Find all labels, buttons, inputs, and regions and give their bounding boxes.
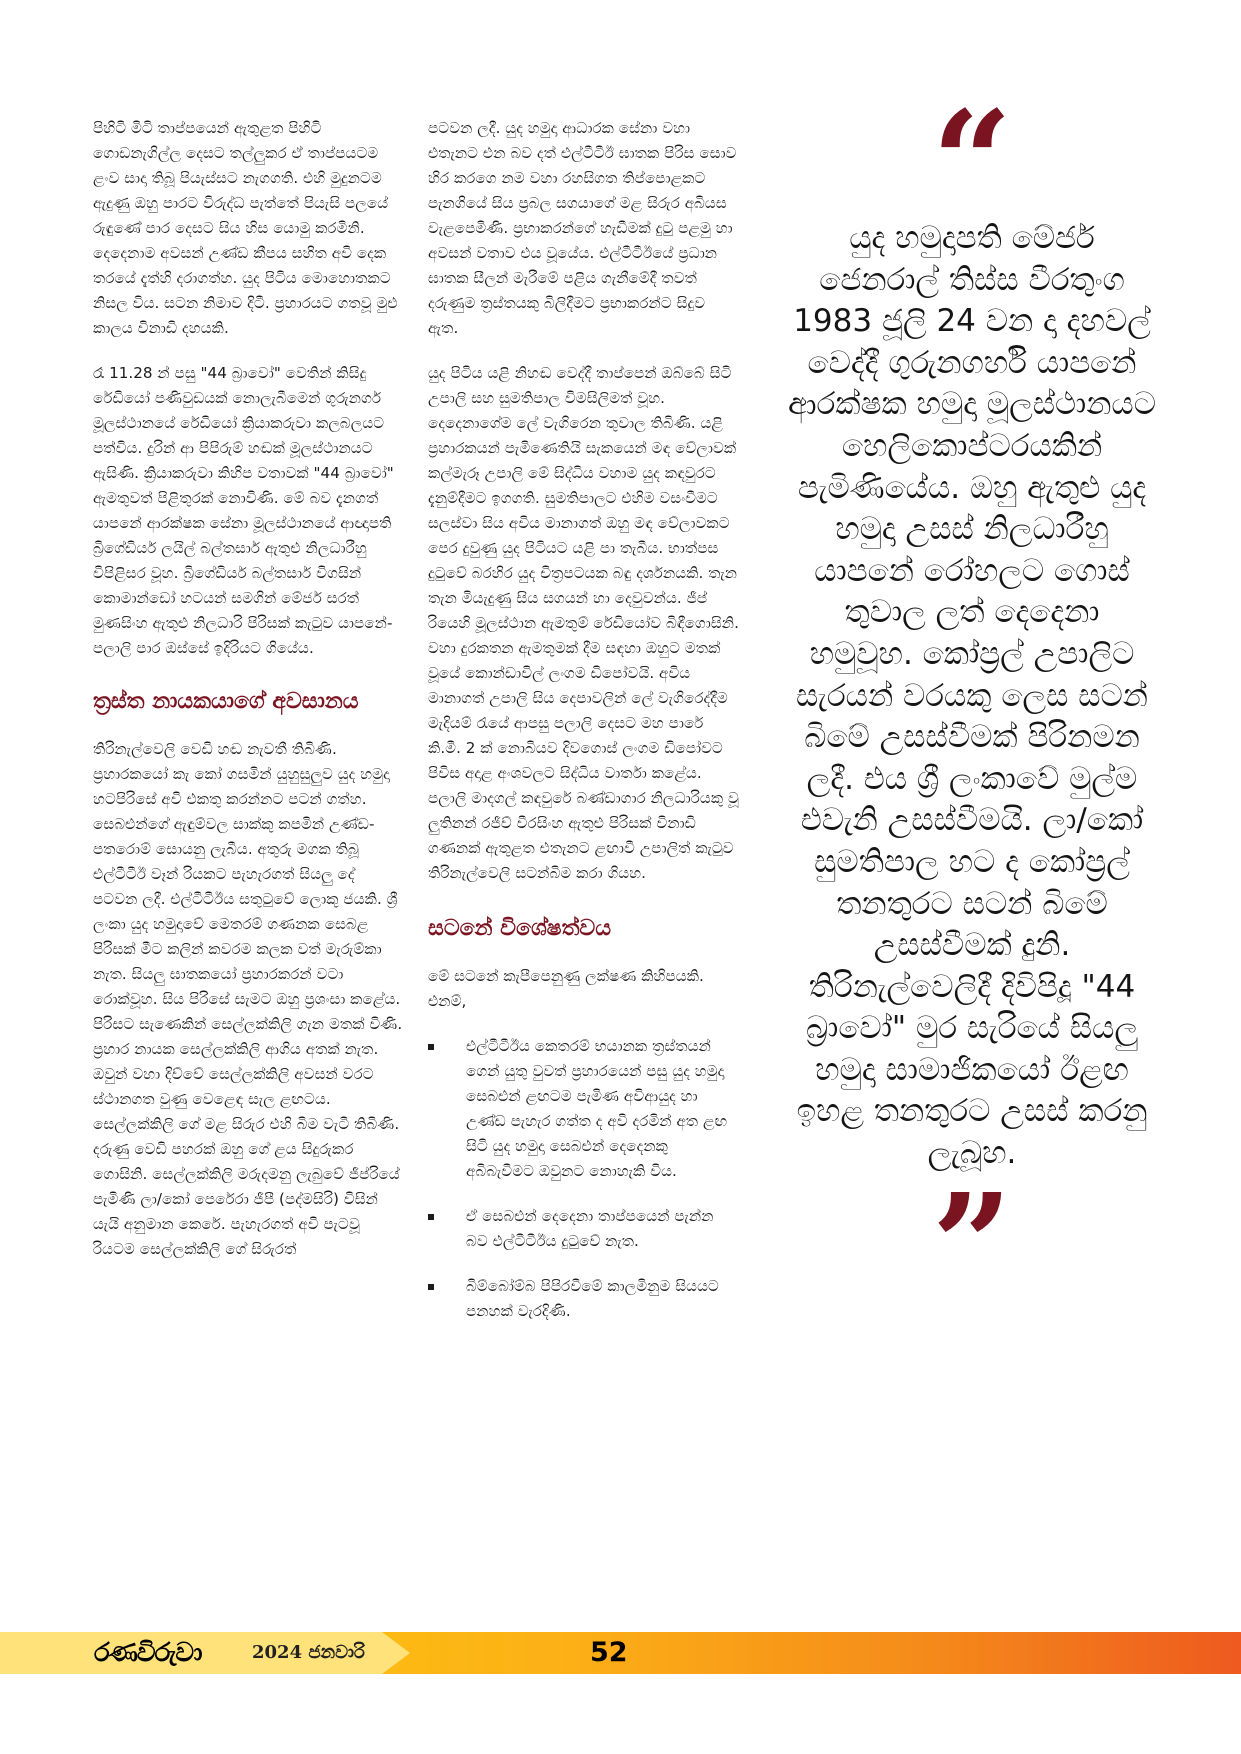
section-heading: සටනේ විශේෂත්වය [428,916,612,941]
paragraph: රෑ 11.28 න් පසු "44 බ්‍රාවෝ" වෙතින් කිසිදු රේඩියෝ පණිවුඩයක් නොලැබීමෙන් ගුරුනගර් මූලස්ථානයේ රේඩියෝ ක්‍රියාකරුවා කලබලයට පත්විය. දුරින් ආ පිපිරුම් හඬක් මූලස්ථානයට ඇසිණි. ක්‍රියාකරුවා කිහිප වතාවක් "44 බ්‍රාවෝ" ඇමතුවත් පිළිතුරක් නොවිණි. මේ බව දැනගත් යාපනේ ආරක්ෂක සේනා මූලස්ථානයේ ආඥාපති බ්‍රිගේඩියර් ලයිල් බල්තසාර් ඇතුළු නිලධාරීහු විපිළිසර වූහ. බ්‍රිගේඩියර් බල්තසාර් විගසින් කොමාන්ඩෝ හටයන් සමගින් මේජර් සරත් මුණසිංහ ඇතුළු නිලධාරි පිරිසක් කැටුව යාපනේ-පලාලි පාර ඔස්සේ ඉදිරියට ගියේය. [93,364,394,657]
page-footer [0,1632,1241,1674]
list-item: ඒ සෙබළුන් දෙදෙනා තාප්පයෙන් පැන්න බව එල්ටීටීඊය දුටුවේ නැත. [466,1204,740,1254]
issue-date: 2024 ජනවාරි [252,1642,365,1663]
pull-quote [782,81,1162,1328]
open-quote-icon: “ [931,81,1013,245]
pull-quote-text: යුද හමුදාපති මේජර් ජෙනරාල් තිස්ස වීරතුංග 1983 ජූලි 24 වන දා දහවල් වෙද්දී ගුරුනගර්හි යාපනේ ආරක්ෂක හමුදා මූලස්ථානයට හෙලිකොප්ටරයකින් පැමිණියේය. ඔහු ඇතුළු යුද හමුදා උසස් නිලධාරීහු යාපනේ රෝහලට ගොස් තුවාල ලත් දෙදෙනා හමුවූහ. කෝප්‍රල් උපාලිට සැරයන් වරයකු ලෙස සටන් බිමේ උසස්වීමක් පිරිනමන ලදී. එය ශ්‍රී ලංකාවේ මුල්ම එවැනි උසස්වීමයි. ලා/කෝ සුමතිපාල හට ද කෝප්‍රල් තනතුරට සටන් බිමේ උසස්වීමක් දුනි. තිරිනැල්වෙලිදී දිවිපිදූ "44 බ්‍රාවෝ" මුර සැරියේ සියලු හමුදා සාමාජිකයෝ ඊළඟ ඉහළ තනතුරට උසස් කරනු ලැබූහ. [788,220,1156,1172]
close-quote-icon: ” [931,1163,1013,1328]
list-item: බිම්බෝම්බ පිපිරවීමේ කාලමිනුම සියයට පනහක් වැරදිණි. [466,1274,740,1324]
page-number: 52 [590,1637,628,1668]
magazine-logo: රණවිරුවා [94,1638,202,1668]
list-item: එල්ටීටීඊය කෙතරම් භයානක ත්‍රස්තයන් ගෙන් යුතු වුවත් ප්‍රහාරයෙන් පසු යුද හමුදා සෙබළුන් ළඟටම පැමිණ අවිආයුද හා උණ්ඩ පැහැර ගත්ත ද අවි දරමින් අත ළඟ සිටි යුද හමුදා සෙබළුන් දෙදෙනකු අබිබැවීමට ඔවුනට නොහැකි විය. [466,1034,740,1184]
paragraph: යුද පිටිය යළි නිහඬ වෙද්දී තාප්පෙන් ඔබ්බේ සිටි උපාලි සහ සුමතිපාල විමසිලිමත් වූහ. දෙදෙනාගේම ලේ වැගිරෙන තුවාල තිබිණි. යළි ප්‍රහාරකයන් පැමිණෙතියි සැකයෙන් මඳ වේලාවක් කල්මැරූ උපාලි මේ සිද්ධිය වහාම යුද කඳවුරට දැනුම්දීමට ඉගගති. සුමතිපාලට එහිම වසංවීමට සලස්වා සිය අවිය මානාගත් ඔහු මඳ වේලාවකට පෙර දුවුණු යුද පිටියට යළි පා තැබීය. භාත්පස දුටුවේ බරහිර යුද චිත්‍රපටයක බඳු දර්ශනයකි. තැන තැන මියැදුණු සිය සගයන් හා දෙවුවන්ය. ජීප් රියෙහි මූලස්ථාන ඇමතුම් රේඩියෝව බිඳීගොසිනි. වහා දුරකතන ඇමතුමක් දීම සඳහා ඔහුට මතක් වූයේ කොන්ඩාවිල් ලංගම ඩිපෝවයි. අවිය මානාගත් උපාලි සිය දෙපාවලින් ලේ වැගිරෙද්දීම මැදියම් රැයේ ආපසු පලාලි දෙසට මහ පාරේ කි.මී. 2 ක් නොබියව දිවගොස් ලංගම ඩිපෝවට පිවිස අදාළ අංශවලට සිද්ධිය වාර්තා කළේය. පලාලි මාදගල් කඳවුරේ බණ්ඩාගාර නිලධාරියකු වූ ලුතිනන් රජීව් වීරසිංහ ඇතුළු පිරිසක් විනාඩි ගණනක් ඇතුළත එතැනට ළඟාවී උපාලිත් කැටුව තිරිනැල්වෙලි සටන්බිම කරා ගියහ. [428,364,739,882]
paragraph: පිහිටි මිටි තාප්පයෙන් ඇතුළත පිහිටි ගොඩනැගිල්ල දෙසට තල්ලුකර ඒ තාප්පයටම ළංව සාදා තිබූ පියැස්සට නැගගති. එහි මුදුනටම ඇදුණු ඔහු පාරට විරුද්ධ පැත්තේ පියැසි පලයේ රුඳුණේ පාර දෙසට සිය හිස යොමු කරමිනි. දෙදෙනාම අවසන් උණ්ඩ කීපය සහිත අවි දෙක තරයේ දැත්හි දරාගත්හ. යුද පිටිය මොහොතකට නිසල විය. සටන නිමාව දිටී. ප්‍රහාරයට ගතවූ මුළු කාලය විනාඩි දහයකි. [93,119,398,337]
paragraph: මේ සටනේ කැපීපෙනුණු ලක්ෂණ කිහිපයකි. එනම්, [428,967,704,1010]
bullet-list [428,1034,740,1324]
section-heading: ත්‍රස්ත නායකයාගේ අවසානය [93,689,359,714]
article-column-middle [428,116,740,1344]
article-column-left [93,116,403,1282]
paragraph: තිරිනැල්වෙලි වෙඩි හඬ නැවතී තිබිණි. ප්‍රහාරකයෝ කැ කෝ ගසමින් යුහුසුලුව යුද හමුදා හටපිරිසේ අවි එකතු කරන්නට පටන් ගත්හ. සෙබළුන්ගේ ඇඳුම්වල සාක්කු කපමින් උණ්ඩ-පතරොම් සොයනු ලැබීය. අතුරු මගක තිබූ එල්ටීටීඊ වෑන් රියකට පැහැරගත් සියලු දේ පටවන ලදී. එල්ටීටීඊය සතුටුවේ ලොකු ජයකි. ශ්‍රී ලංකා යුද හමුදාවේ මෙතරම් ගණනක සෙබළ පිරිසක් මීට කලින් කවරම කලක වත් මැරුම්කා නැත. සියලු ඝාතකයෝ ප්‍රහාරකරන් වටා රොක්වූහ. සිය පිරිසේ සැමට ඔහු ප්‍රශංසා කළේය. පිරිසට සැණෙකින් සෙල්ලක්කිලි ගැන මතක් විණි. ප්‍රහාර නායක සෙල්ලක්කිලි ආගිය අතක් නැත. ඔවුන් වහා දිව්වේ සෙල්ලක්කිලි අවසන් වරට ස්ථානගත වුණු වෙළෙඳ සැල ළඟටය. සෙල්ලක්කිලි ගේ මළ සිරුර එහි බිම වැටී තිබිණි. දරුණු වෙඩි පහරක් ඔහු ගේ ළය සිදුරුකර ගොසිනි. සෙල්ලක්කිලි මරුදමනු ලැබුවේ ජීප්රියේ පැමිණි ලා/කෝ පෙරේරා ජීපී (පද්මසිරි) විසින් යැයි අනුමාන කෙරේ. පැහැරගත් අවි පැටවූ රියටම සෙල්ලක්කිලි ගේ සිරුරත් [93,740,403,1258]
paragraph: පටවන ලදී. යුද හමුදා ආධාරක සේනා වහා එතැනට එන බව දත් එල්ටීටීඊ ඝාතක පිරිස සොව හිර කරගෙ නම වහා රහසිගත තිප්පොළකට පැනගියේ සිය ප්‍රබල සගයාගේ මළ සිරුර අබියස වැළපෙමිණි. ප්‍රභාකරන්ගේ හැඩීමක් දුටු පළමු හා අවසන් වතාව එය වූයේය. එල්ටීටීඊයේ ප්‍රධාන ඝාතක සීලන් මැරීමේ පළිය ගැනීමේදී තවත් දරුණුම ත්‍රස්තයකු බිලිදීමට ප්‍රභාකරන්ට සිදුව ඇත. [428,119,737,337]
